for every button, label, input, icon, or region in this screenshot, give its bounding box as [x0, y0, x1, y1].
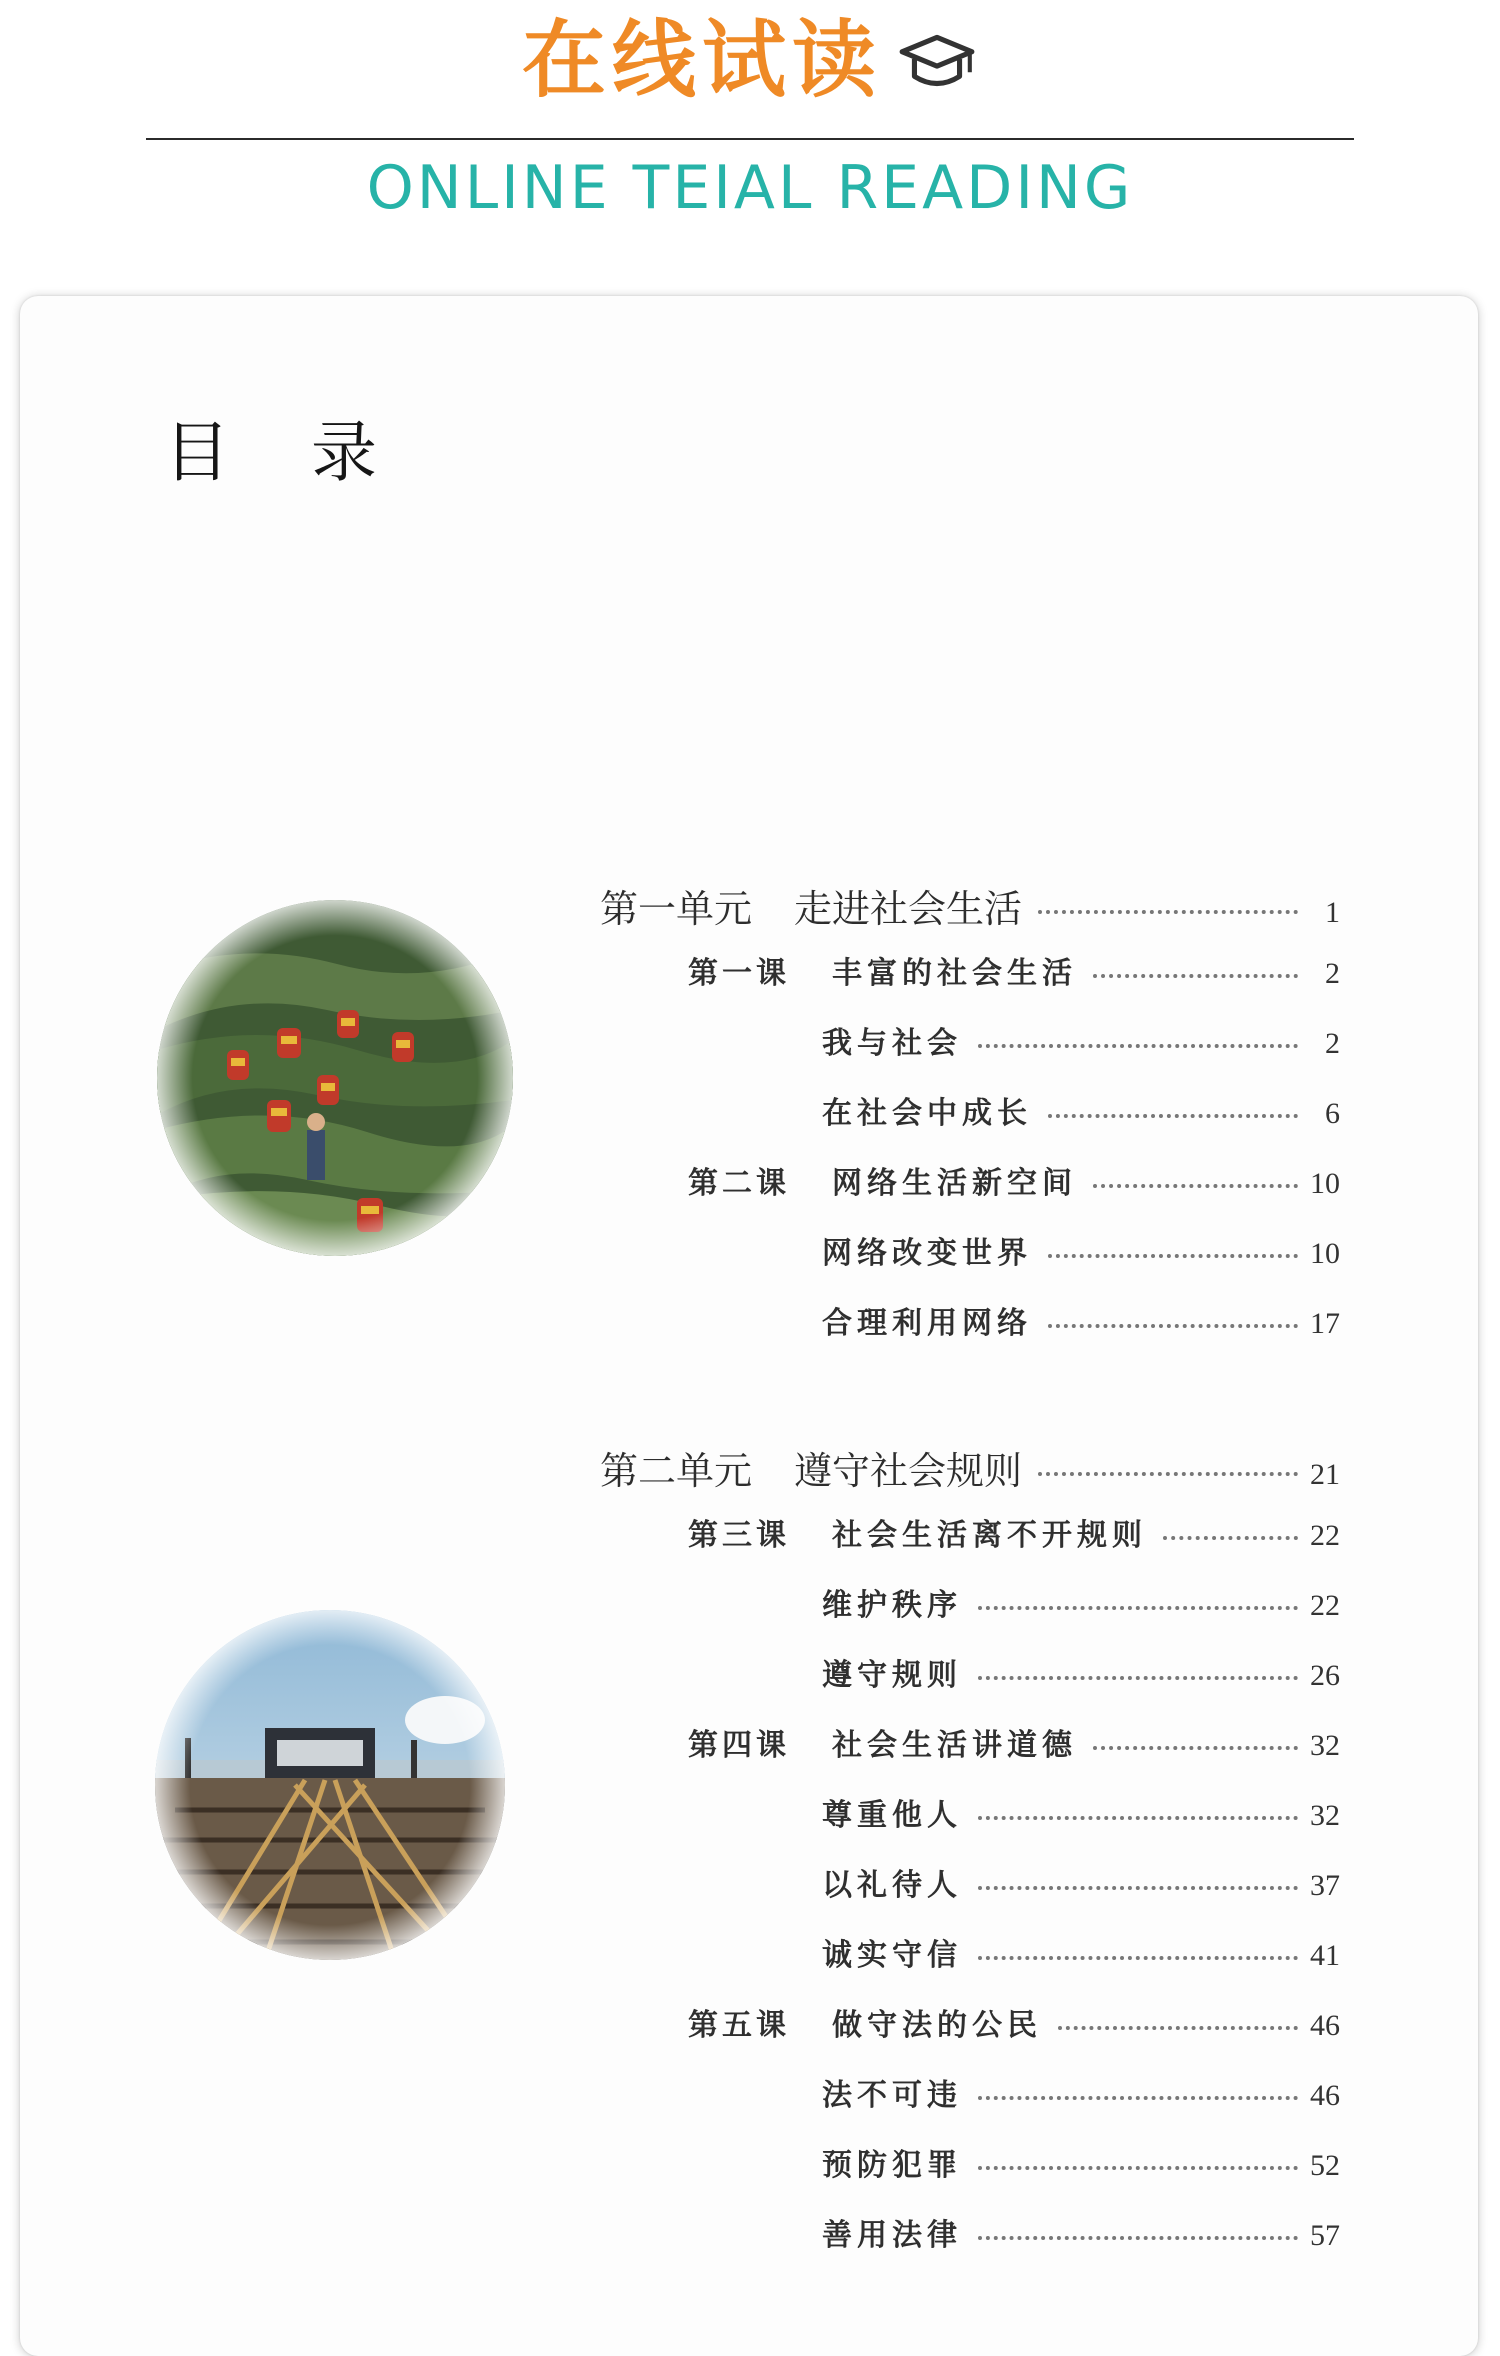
section-title: 尊重他人 — [822, 1798, 962, 1833]
banner-subtitle: ONLINE TEIAL READING — [366, 153, 1134, 223]
unit-number: 第二单元 — [600, 1449, 753, 1493]
railway-tracks-photo — [155, 1610, 505, 1960]
toc-section[interactable] — [822, 1018, 1340, 1062]
toc-section[interactable] — [822, 1580, 1340, 1624]
toc-heading: 目 录 — [164, 414, 377, 491]
unit-title: 遵守社会规则 — [794, 1449, 1023, 1493]
section-title: 合理利用网络 — [822, 1306, 1032, 1341]
section-title: 遵守规则 — [822, 1658, 962, 1693]
section-title: 善用法律 — [822, 2218, 962, 2253]
lesson-number: 第四课 — [688, 1728, 790, 1763]
dot-leader — [1048, 1254, 1298, 1258]
toc-section[interactable] — [822, 1088, 1340, 1132]
dot-leader — [1058, 2026, 1298, 2030]
page-number: 21 — [1310, 1458, 1340, 1491]
lesson-number: 第三课 — [688, 1518, 790, 1553]
page-number: 2 — [1325, 957, 1340, 990]
dot-leader — [978, 1886, 1298, 1890]
lesson-title: 做守法的公民 — [832, 2008, 1042, 2043]
page-number: 32 — [1310, 1799, 1340, 1832]
toc-lesson-4[interactable] — [688, 1720, 1340, 1764]
toc-section[interactable] — [822, 1790, 1340, 1834]
lesson-number: 第五课 — [688, 2008, 790, 2043]
toc-section[interactable] — [822, 1228, 1340, 1272]
toc-lesson-1[interactable] — [688, 948, 1340, 992]
toc-section[interactable] — [822, 1298, 1340, 1342]
toc-lesson-3[interactable] — [688, 1510, 1340, 1554]
section-title: 以礼待人 — [822, 1868, 962, 1903]
banner-divider — [146, 138, 1354, 140]
page-banner — [0, 11, 1500, 109]
dot-leader — [1038, 910, 1298, 914]
toc-lesson-5[interactable] — [688, 2000, 1340, 2044]
page-number: 2 — [1325, 1027, 1340, 1060]
dot-leader — [1093, 1184, 1298, 1188]
toc-section[interactable] — [822, 1650, 1340, 1694]
section-title: 诚实守信 — [822, 1938, 962, 1973]
graduation-cap-icon — [896, 27, 978, 97]
page-number: 1 — [1325, 896, 1340, 929]
dot-leader — [1093, 1746, 1298, 1750]
banner-title: 在线试读 — [521, 11, 882, 109]
dot-leader — [978, 1816, 1298, 1820]
page-number: 57 — [1310, 2219, 1340, 2252]
page-number: 26 — [1310, 1659, 1340, 1692]
dot-leader — [1048, 1324, 1298, 1328]
page-number: 32 — [1310, 1729, 1340, 1762]
unit-number: 第一单元 — [600, 887, 753, 931]
dot-leader — [1163, 1536, 1298, 1540]
dot-leader — [1048, 1114, 1298, 1118]
lesson-title: 丰富的社会生活 — [832, 956, 1077, 991]
page-number: 10 — [1310, 1167, 1340, 1200]
tea-garden-photo — [157, 900, 513, 1256]
dot-leader — [1093, 974, 1298, 978]
toc-unit-1[interactable] — [600, 878, 1340, 933]
section-title: 法不可违 — [822, 2078, 962, 2113]
lesson-number: 第一课 — [688, 956, 790, 991]
page-number: 22 — [1310, 1519, 1340, 1552]
page-number: 6 — [1325, 1097, 1340, 1130]
lesson-title: 社会生活讲道德 — [832, 1728, 1077, 1763]
lesson-title: 社会生活离不开规则 — [832, 1518, 1147, 1553]
page-number: 22 — [1310, 1589, 1340, 1622]
toc-unit-2[interactable] — [600, 1440, 1340, 1495]
toc-section[interactable] — [822, 2140, 1340, 2184]
lesson-title: 网络生活新空间 — [832, 1166, 1077, 1201]
page-number: 52 — [1310, 2149, 1340, 2182]
lesson-number: 第二课 — [688, 1166, 790, 1201]
page-number: 41 — [1310, 1939, 1340, 1972]
toc-section[interactable] — [822, 1860, 1340, 1904]
dot-leader — [978, 1044, 1298, 1048]
page-number: 17 — [1310, 1307, 1340, 1340]
section-title: 我与社会 — [822, 1026, 962, 1061]
dot-leader — [978, 1676, 1298, 1680]
section-title: 维护秩序 — [822, 1588, 962, 1623]
section-title: 在社会中成长 — [822, 1096, 1032, 1131]
unit-title: 走进社会生活 — [794, 887, 1023, 931]
dot-leader — [978, 1606, 1298, 1610]
page-number: 46 — [1310, 2009, 1340, 2042]
dot-leader — [978, 2166, 1298, 2170]
dot-leader — [978, 1956, 1298, 1960]
toc-section[interactable] — [822, 2070, 1340, 2114]
section-title: 预防犯罪 — [822, 2148, 962, 2183]
toc-lesson-2[interactable] — [688, 1158, 1340, 1202]
page-number: 37 — [1310, 1869, 1340, 1902]
page-number: 10 — [1310, 1237, 1340, 1270]
page-number: 46 — [1310, 2079, 1340, 2112]
toc-section[interactable] — [822, 2210, 1340, 2254]
dot-leader — [1038, 1472, 1298, 1476]
toc-section[interactable] — [822, 1930, 1340, 1974]
section-title: 网络改变世界 — [822, 1236, 1032, 1271]
dot-leader — [978, 2236, 1298, 2240]
dot-leader — [978, 2096, 1298, 2100]
